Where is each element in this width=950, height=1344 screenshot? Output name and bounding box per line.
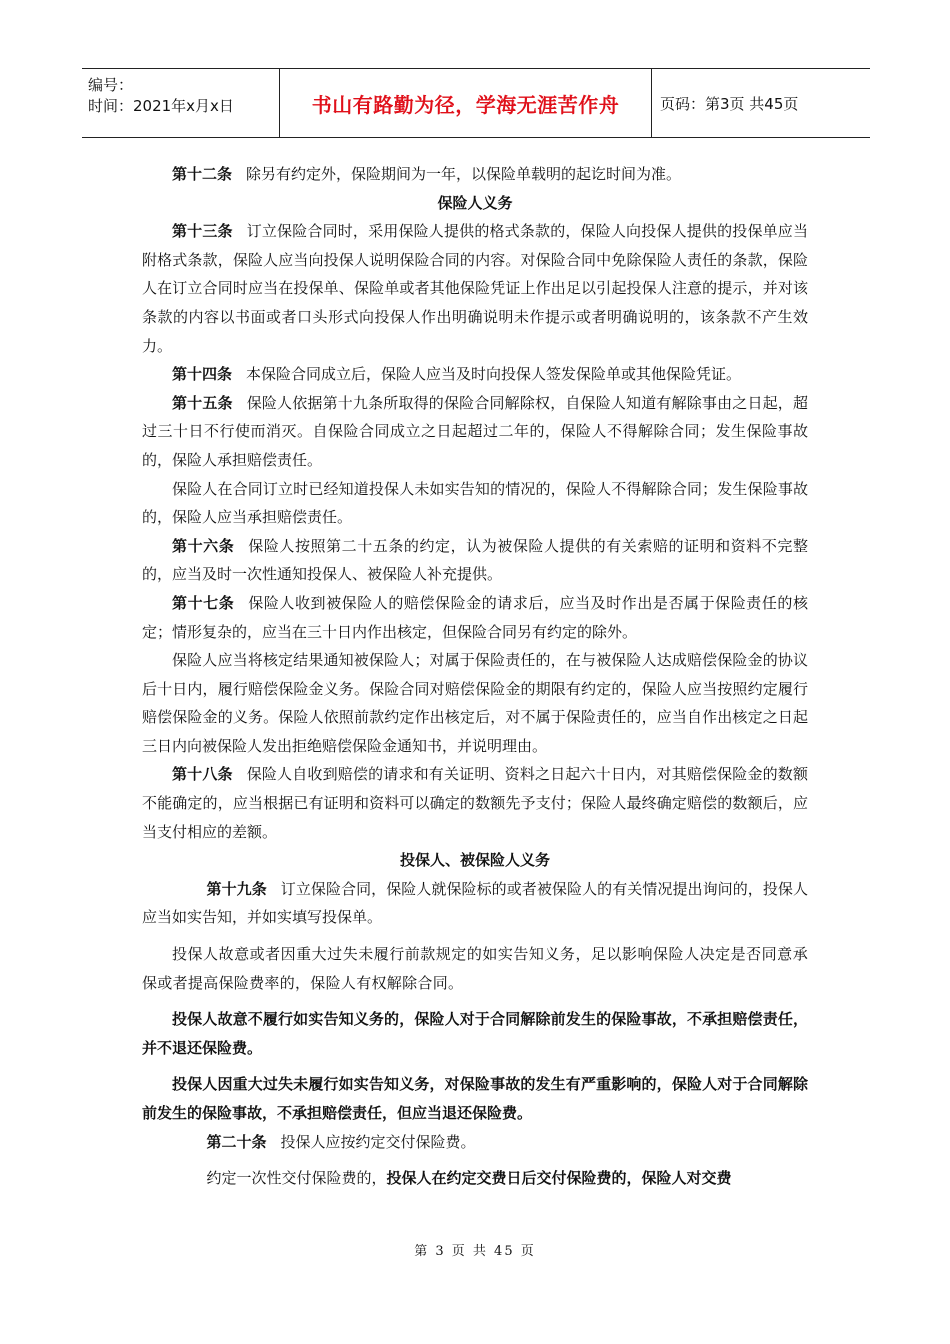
article-19: 第十九条 订立保险合同，保险人就保险标的或者被保险人的有关情况提出询问的，投保人应当如实告知，并如实填写投保单。 <box>142 879 808 927</box>
article-19-para-2: 投保人故意或者因重大过失未履行前款规定的如实告知义务，足以影响保险人决定是否同意承保或者提高保险费率的，保险人有权解除合同。 <box>142 945 808 992</box>
article-19-para-3: 投保人故意不履行如实告知义务的，保险人对于合同解除前发生的保险事故，不承担赔偿责任，并不退还保险费。 <box>142 1010 808 1057</box>
article-14: 第十四条 本保险合同成立后，保险人应当及时向投保人签发保险单或其他保险凭证。 <box>172 365 742 384</box>
page-header <box>82 68 870 138</box>
document-body <box>142 160 808 1193</box>
article-17-para-2: 保险人应当将核定结果通知被保险人；对属于保险责任的，在与被保险人达成赔偿保险金的协议后十日内，履行赔偿保险金义务。保险合同对赔偿保险金的期限有约定的，保险人应当按照约定履行赔偿保险金的义务。保险人依照前款约定作出核定后，对不属于保险责任的，应当自作出核定之日起三日内向被保险人发出拒绝赔偿保险金通知书，并说明理由。 <box>142 651 808 755</box>
article-12: 第十二条 除另有约定外，保险期间为一年，以保险单载明的起讫时间为准。 <box>172 165 682 183</box>
article-19-para-4: 投保人因重大过失未履行如实告知义务，对保险事故的发生有严重影响的，保险人对于合同解除前发生的保险事故，不承担赔偿责任，但应当退还保险费。 <box>142 1075 808 1122</box>
article-18: 第十八条 保险人自收到赔偿的请求和有关证明、资料之日起六十日内，对其赔偿保险金的数额不能确定的，应当根据已有证明和资料可以确定的数额先予支付；保险人最终确定赔偿的数额后，应当支付相应的差额。 <box>142 765 808 841</box>
section-title-insurer-duties: 保险人义务 <box>437 193 513 212</box>
header-page-info: 页码：第3页 共45页 <box>660 94 799 113</box>
header-motto: 书山有路勤为径，学海无涯苦作舟 <box>280 69 652 137</box>
article-16: 第十六条 保险人按照第二十五条的约定，认为被保险人提供的有关索赔的证明和资料不完整的，应当及时一次性通知投保人、被保险人补充提供。 <box>142 536 808 584</box>
article-20-para-2: 约定一次性交付保险费的，投保人在约定交费日后交付保险费的，保险人对交费 <box>206 1169 732 1188</box>
article-15: 第十五条 保险人依据第十九条所取得的保险合同解除权，自保险人知道有解除事由之日起，超过三十日不行使而消灭。自保险合同成立之日起超过二年的，保险人不得解除合同；发生保险事故的，保险人承担赔偿责任。 <box>142 393 808 469</box>
article-17: 第十七条 保险人收到被保险人的赔偿保险金的请求后，应当及时作出是否属于保险责任的核定；情形复杂的，应当在三十日内作出核定，但保险合同另有约定的除外。 <box>142 593 808 641</box>
section-title-policyholder-duties: 投保人、被保险人义务 <box>399 851 550 870</box>
article-20: 第二十条 投保人应按约定交付保险费。 <box>206 1132 476 1151</box>
document-time-label: 时间：2021年x月x日 <box>88 97 234 115</box>
header-meta <box>82 69 280 137</box>
page-footer: 第 3 页 共 45 页 <box>414 1244 536 1259</box>
document-number-label: 编号： <box>88 76 134 94</box>
article-15-para-2: 保险人在合同订立时已经知道投保人未如实告知的情况的，保险人不得解除合同；发生保险事故的，保险人应当承担赔偿责任。 <box>142 479 808 527</box>
article-13: 第十三条 订立保险合同时，采用保险人提供的格式条款的，保险人向投保人提供的投保单应当附格式条款，保险人应当向投保人说明保险合同的内容。对保险合同中免除保险人责任的条款，保险人在订立合同时应当在投保单、保险单或者其他保险凭证上作出足以引起投保人注意的提示，并对该条款的内容以书面或者口头形式向投保人作出明确说明未作提示或者明确说明的，该条款不产生效力。 <box>142 222 808 355</box>
